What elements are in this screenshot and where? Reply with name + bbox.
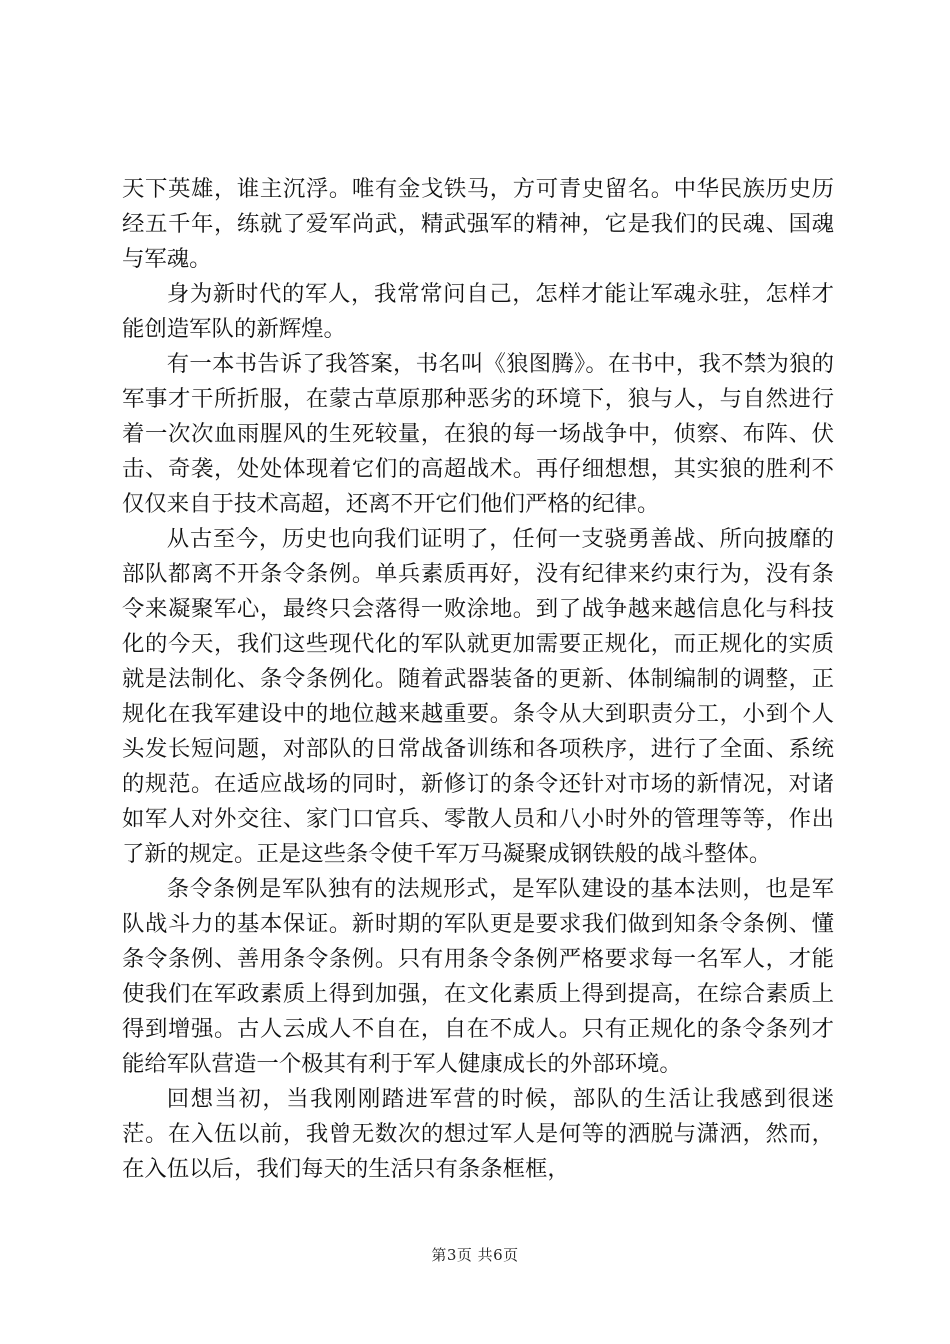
paragraph-5: 条令条例是军队独有的法规形式，是军队建设的基本法则，也是军队战斗力的基本保证。新时期的军队更是要求我们做到知条令条例、懂条令条例、善用条令条例。只有用条令条例严格要求每一名军人，才能使我们在军政素质上得到加强，在文化素质上得到提高，在综合素质上得到增强。古人云成人不自在，自在不成人。只有正规化的条令条列才能给军队营造一个极其有利于军人健康成长的外部环境。 [122, 876, 834, 1077]
page-footer: 第3页 共6页 [431, 1246, 519, 1264]
paragraph-3: 有一本书告诉了我答案，书名叫《狼图腾》。在书中，我不禁为狼的军事才干所折服，在蒙古草原那种恶劣的环境下，狼与人，与自然进行着一次次血雨腥风的生死较量，在狼的每一场战争中，侦察、布阵、伏击、奇袭，处处体现着它们的高超战术。再仔细想想，其实狼的胜利不仅仅来自于技术高超，还离不开它们他们严格的纪律。 [122, 351, 834, 517]
paragraph-4: 从古至今，历史也向我们证明了，任何一支骁勇善战、所向披靡的部队都离不开条令条例。单兵素质再好，没有纪律来约束行为，没有条令来凝聚军心，最终只会落得一败涂地。到了战争越来越信息化与科技化的今天，我们这些现代化的军队就更加需要正规化，而正规化的实质就是法制化、条令条例化。随着武器装备的更新、体制编制的调整，正规化在我军建设中的地位越来越重要。条令从大到职责分工，小到个人头发长短问题，对部队的日常战备训练和各项秩序，进行了全面、系统的规范。在适应战场的同时，新修订的条令还针对市场的新情况，对诸如军人对外交往、家门口官兵、零散人员和八小时外的管理等等，作出了新的规定。正是这些条令使千军万马凝聚成钢铁般的战斗整体。 [122, 526, 834, 867]
document-body [122, 172, 834, 1187]
paragraph-2: 身为新时代的军人，我常常问自己，怎样才能让军魂永驻，怎样才能创造军队的新辉煌。 [122, 281, 834, 342]
paragraph-1: 天下英雄，谁主沉浮。唯有金戈铁马，方可青史留名。中华民族历史历经五千年，练就了爱军尚武，精武强军的精神，它是我们的民魂、国魂与军魂。 [122, 176, 834, 272]
paragraph-6: 回想当初，当我刚刚踏进军营的时候，部队的生活让我感到很迷茫。在入伍以前，我曾无数次的想过军人是何等的洒脱与潇洒，然而，在入伍以后，我们每天的生活只有条条框框， [122, 1086, 834, 1182]
